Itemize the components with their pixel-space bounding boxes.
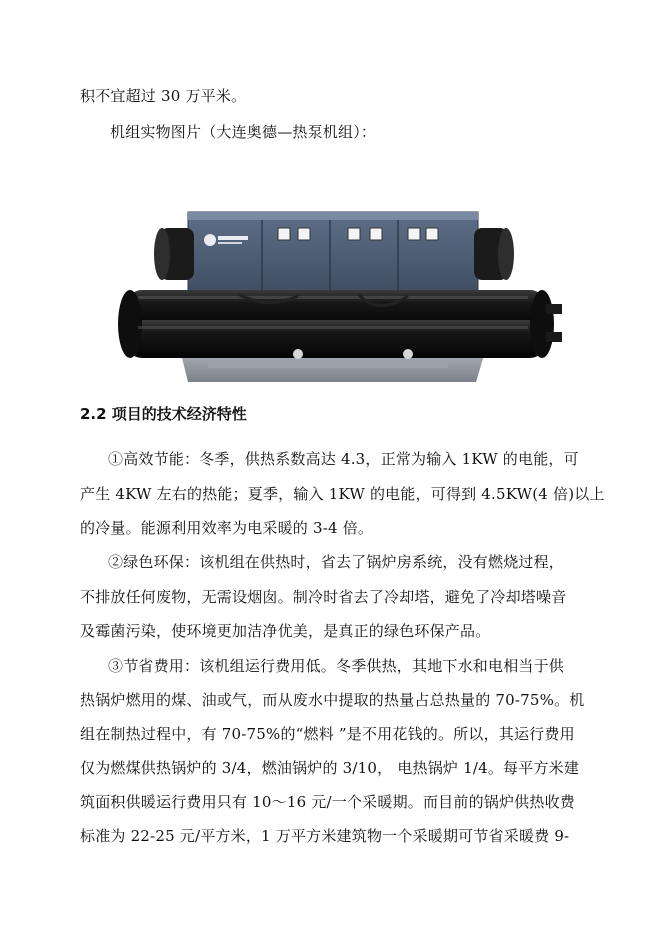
photo-caption: 机组实物图片（大连奥德—热泵机组）： <box>110 123 377 141</box>
paragraph-2-line-1: ②绿色环保：该机组在供热时，省去了锅炉房系统，没有燃烧过程， <box>108 553 565 571</box>
heat-pump-photo <box>108 192 568 388</box>
paragraph-3-line-1: ③节省费用：该机组运行费用低。冬季供热，其地下水和电相当于供 <box>108 657 565 675</box>
continuation-line: 积不宜超过 30 万平米。 <box>80 87 247 105</box>
paragraph-3-line-3: 组在制热过程中，有 70-75%的“燃料 ”是不用花钱的。所以，其运行费用 <box>80 725 575 743</box>
paragraph-2-line-2: 不排放任何废物，无需设烟囱。制冷时省去了冷却塔，避免了冷却塔噪音 <box>80 588 567 606</box>
paragraph-2-line-3: 及霉菌污染，使环境更加洁净优美，是真正的绿色环保产品。 <box>80 622 491 640</box>
section-heading: 2.2 项目的技术经济特性 <box>80 405 247 423</box>
paragraph-3-line-6: 标准为 22-25 元/平方米，1 万平方米建筑物一个采暖期可节省采暖费 9- <box>80 827 570 845</box>
paragraph-1-line-3: 的冷量。能源利用效率为电采暖的 3-4 倍。 <box>80 519 374 537</box>
paragraph-3-line-5: 筑面积供暖运行费用只有 10～16 元/一个采暖期。而目前的锅炉供热收费 <box>80 793 575 811</box>
paragraph-1-line-2: 产生 4KW 左右的热能；夏季，输入 1KW 的电能，可得到 4.5KW(4 倍)以上 <box>80 485 605 503</box>
paragraph-3-line-2: 热锅炉燃用的煤、油或气，而从废水中提取的热量占总热量的 70-75%。机 <box>80 691 585 709</box>
paragraph-1-line-1: ①高效节能：冬季，供热系数高达 4.3，正常为输入 1KW 的电能，可 <box>108 450 579 468</box>
paragraph-3-line-4: 仅为燃煤供热锅炉的 3/4，燃油锅炉的 3/10， 电热锅炉 1/4。每平方米建 <box>80 759 580 777</box>
